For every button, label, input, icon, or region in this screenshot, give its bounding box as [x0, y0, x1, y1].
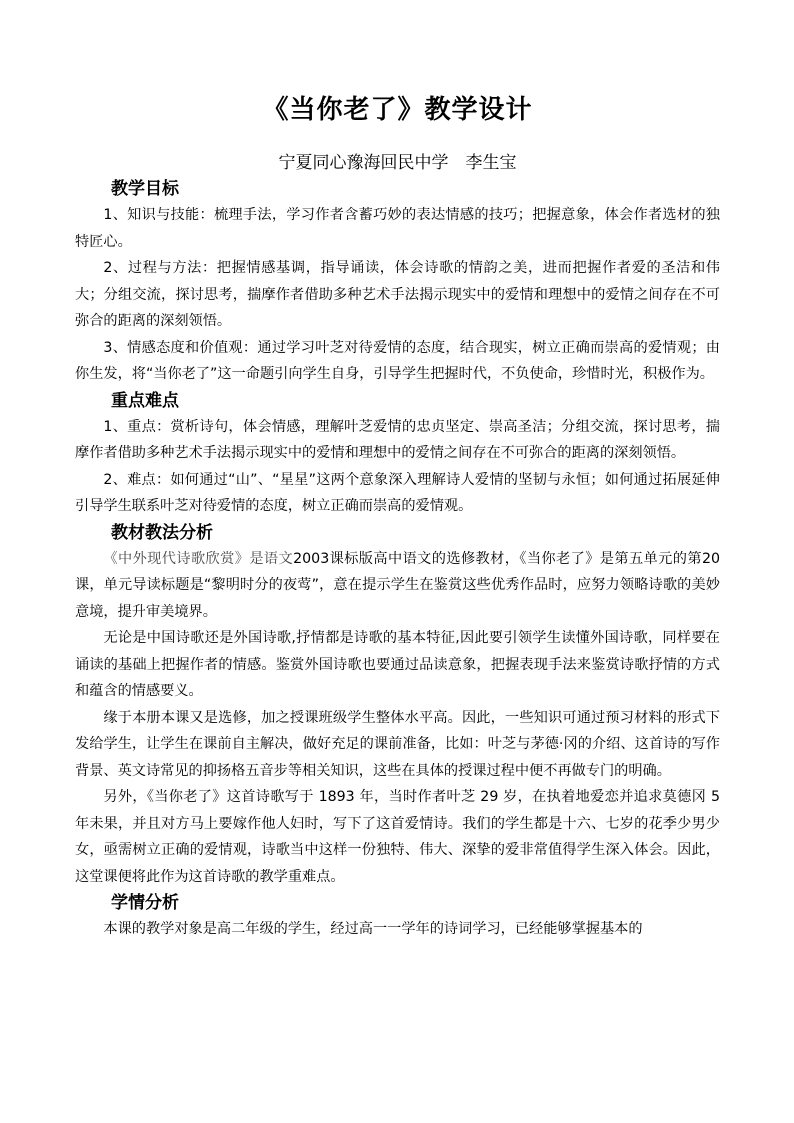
goals-paragraph-3: 3、情感态度和价值观：通过学习叶芝对待爱情的态度，结合现实，树立正确而崇高的爱情观；由你生发，将“当你老了”这一命题引向学生自身，引导学生把握时代，不负使命，珍惜时光，积极作为。	[75, 339, 720, 382]
section-heading-goals: 教学目标	[111, 179, 179, 199]
section-heading-textbook: 教材教法分析	[111, 522, 213, 543]
goals-paragraph-1: 1、知识与技能：梳理手法，学习作者含蓄巧妙的表达情感的技巧；把握意象，体会作者选材的独特匠心。	[75, 207, 720, 250]
textbook-paragraph-4: 另外，《当你老了》这首诗歌写于 1893 年，当时作者叶芝 29 岁，在执着地爱恋并追求莫德冈 5 年未果，并且对方马上要嫁作他人妇时，写下了这首爱情诗。我们的学生都是十六、七岁的花季少男少女，亟需树立正确的爱情观，诗歌当中这样一份独特、伟大、深挚的爱非常值得学生深入体会。因此，这堂课便将此作为这首诗歌的教学重难点。	[75, 789, 720, 885]
document-title: 《当你老了》教学设计	[262, 95, 533, 125]
section-heading-key-points: 重点难点	[111, 390, 179, 411]
document-page	[75, 92, 720, 943]
section-heading-learning: 学情分析	[111, 893, 179, 913]
textbook-p1-part-a: 《中外现代诗歌欣赏》是语文	[103, 550, 294, 567]
textbook-paragraph-2: 无论是中国诗歌还是外国诗歌,抒情都是诗歌的基本特征,因此要引领学生读懂外国诗歌，同样要在诵读的基础上把握作者的情感。鉴赏外国诗歌也要通过品读意象，把握表现手法来鉴赏诗歌抒情的方式和蕴含的情感要义。	[75, 630, 720, 699]
textbook-p1-part-e: 课，单元导读标题是“黎明时分的夜莺”，意在提示学生在鉴赏这些优秀作品时，应努力领略诗歌的美妙意境，提升审美境界。	[75, 577, 720, 620]
textbook-p1-part-c: 课标版高中语文的选修教材，《当你老了》是第五单元的第	[329, 550, 702, 567]
learning-paragraph-1: 本课的教学对象是高二年级的学生，经过高一一学年的诗词学习，已经能够掌握基本的	[103, 921, 643, 937]
goals-paragraph-2: 2、过程与方法：把握情感基调，指导诵读，体会诗歌的情韵之美，进而把握作者爱的圣洁和伟大；分组交流，探讨思考，揣摩作者借助多种艺术手法揭示现实中的爱情和理想中的爱情之间存在不可弥合的距离的深刻领悟。	[75, 260, 720, 329]
textbook-paragraph-3: 缘于本册本课又是选修，加之授课班级学生整体水平高。因此，一些知识可通过预习材料的形式下发给学生，让学生在课前自主解决，做好充足的课前准备，比如：叶芝与茅德·冈的介绍、这首诗的写作背景、英文诗常见的抑扬格五音步等相关知识，这些在具体的授课过程中便不再做专门的明确。	[75, 709, 720, 779]
textbook-paragraph-1	[75, 546, 720, 626]
key-points-paragraph-1: 1、重点：赏析诗句，体会情感，理解叶芝爱情的忠贞坚定、崇高圣洁；分组交流，探讨思考，揣摩作者借助多种艺术手法揭示现实中的爱情和理想中的爱情之间存在不可弥合的距离的深刻领悟。	[75, 418, 720, 461]
key-points-paragraph-2: 2、难点：如何通过“山”、“星星”这两个意象深入理解诗人爱情的坚韧与永恒；如何通过拓展延伸引导学生联系叶芝对待爱情的态度，树立正确而崇高的爱情观。	[75, 471, 720, 514]
author-line: 宁夏同心豫海回民中学 李生宝	[278, 153, 517, 173]
textbook-p1-lesson-number: 20	[701, 550, 720, 567]
textbook-p1-year: 2003	[293, 550, 330, 567]
